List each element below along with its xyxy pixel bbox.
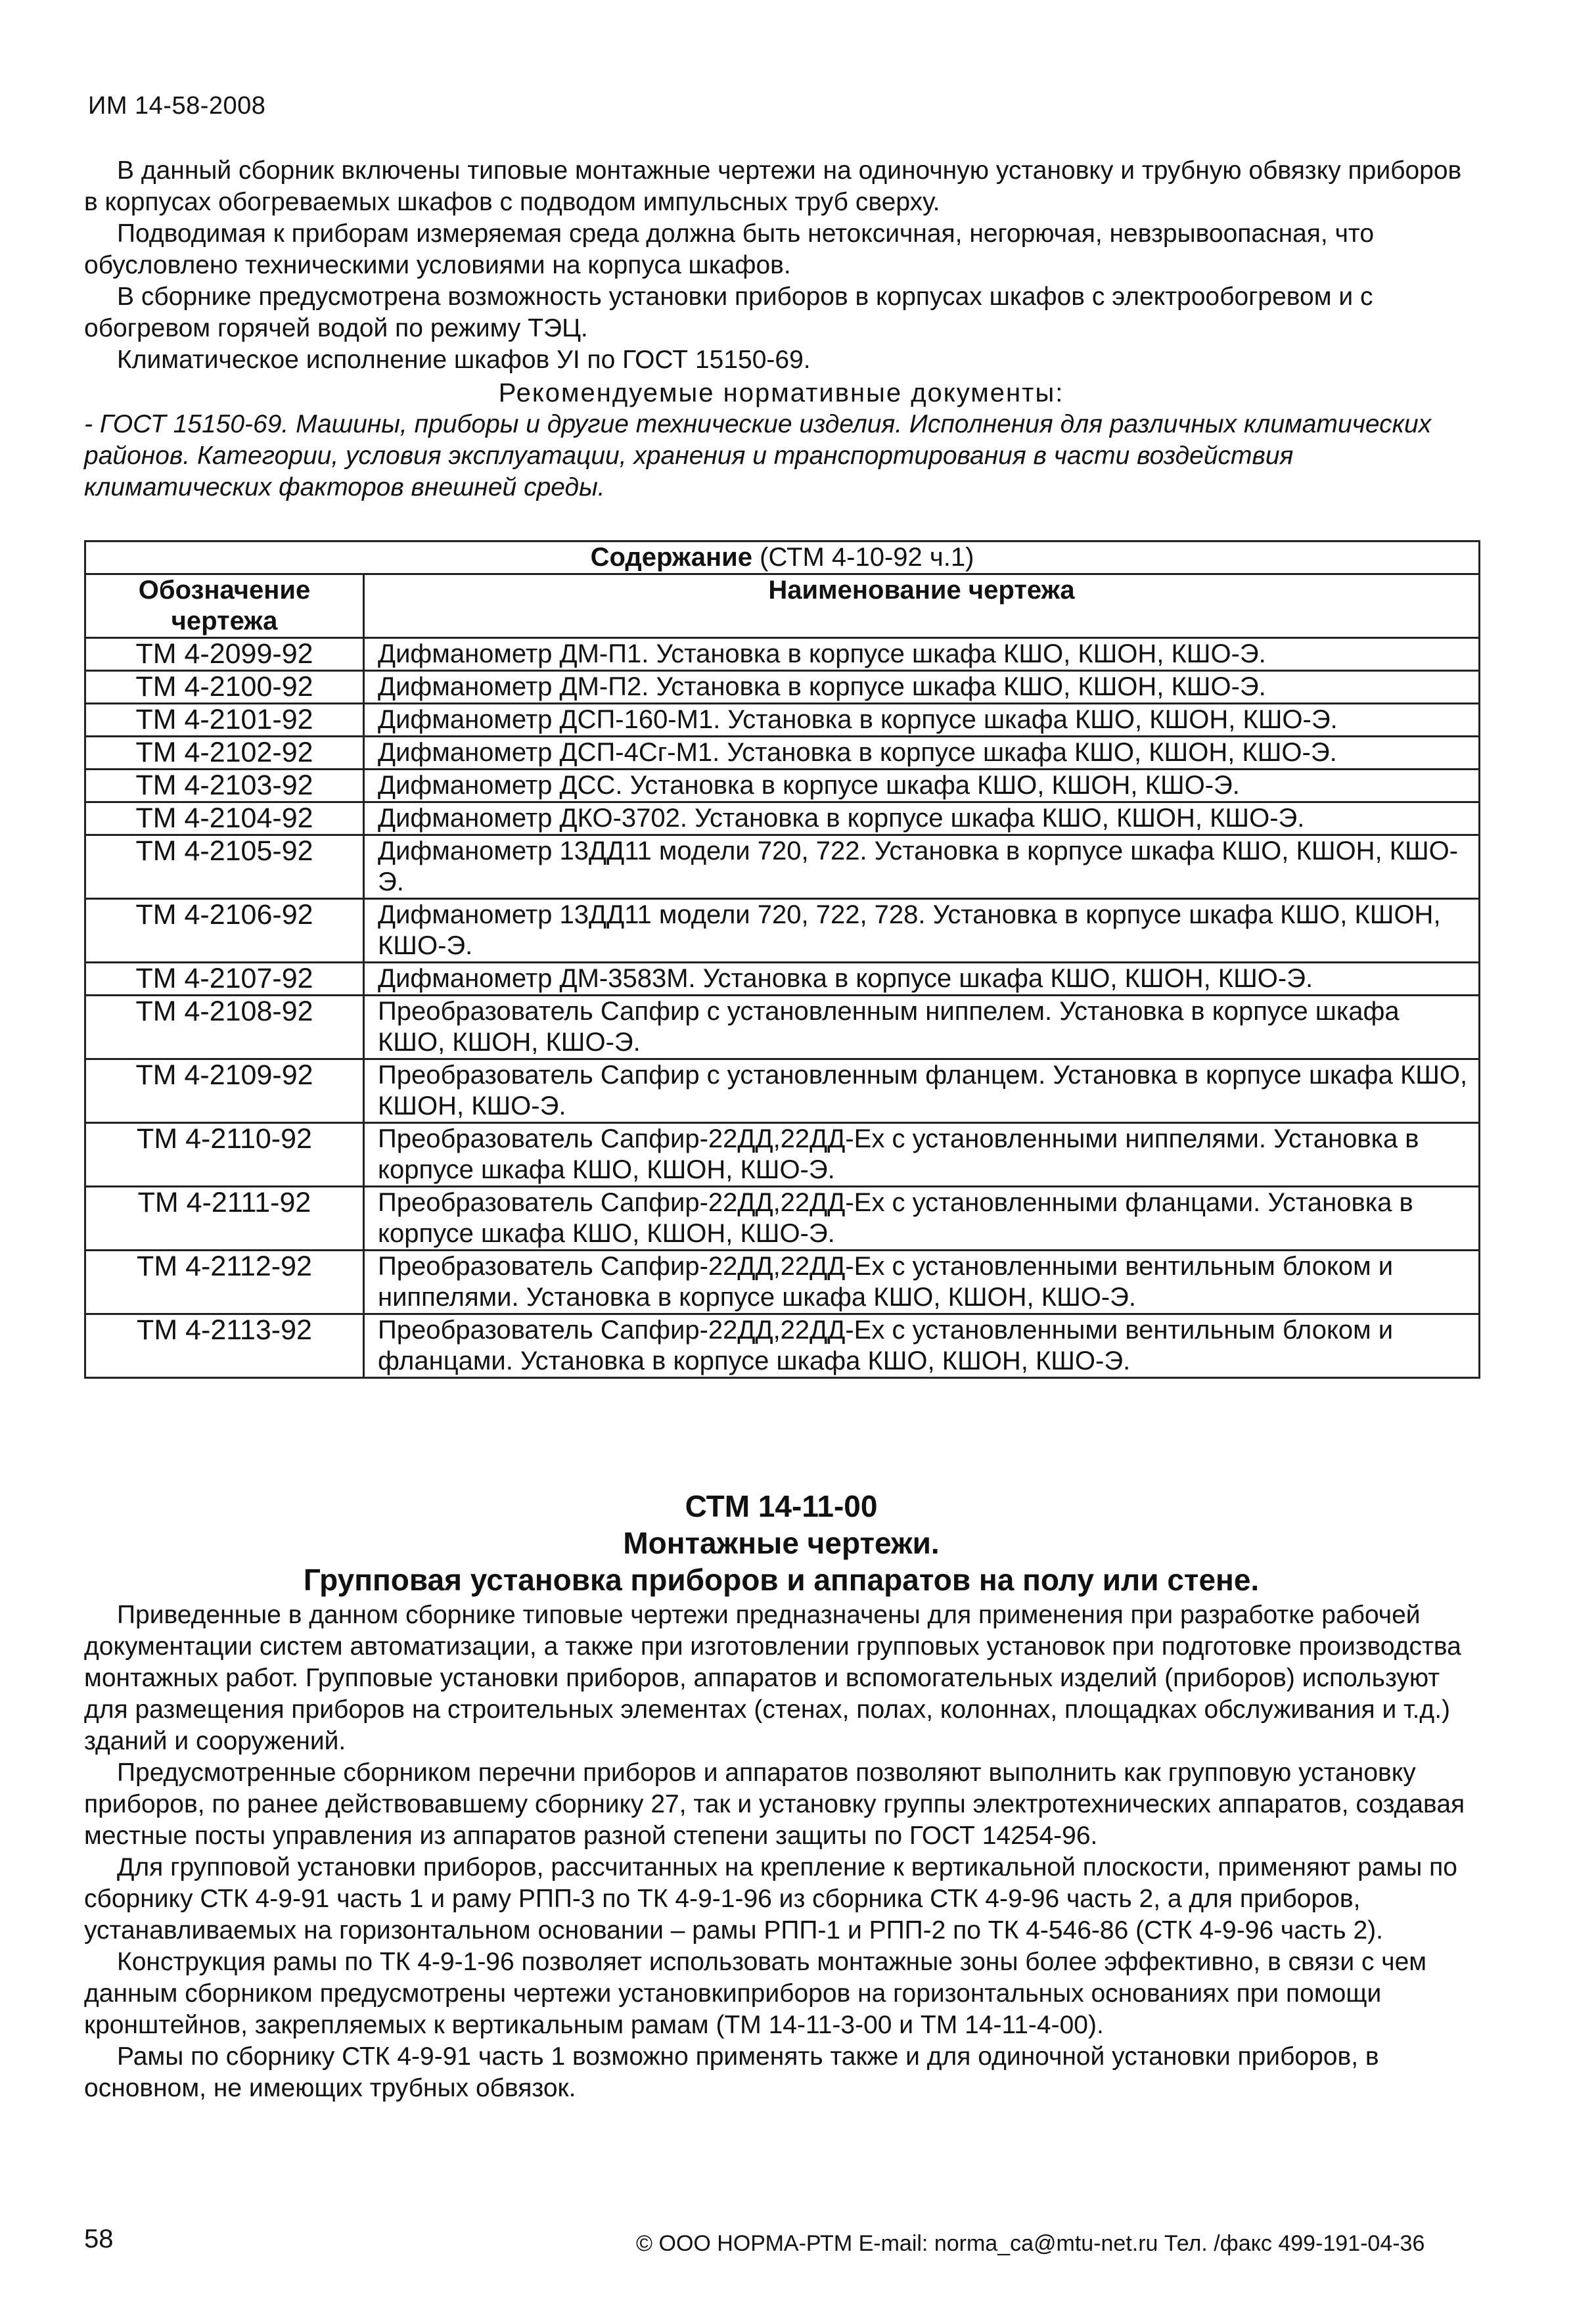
recommended-docs-heading: Рекомендуемые нормативные документы:	[498, 379, 1064, 407]
drawing-code-cell: ТМ 4-2102-92	[85, 737, 364, 770]
footer-copyright: © ООО НОРМА-РТМ E-mail: norma_ca@mtu-net.ru Тел. /факс 499-191-04-36	[636, 2231, 1425, 2256]
table-row	[85, 638, 1480, 671]
drawing-code-cell: ТМ 4-2105-92	[85, 835, 364, 899]
drawing-code-cell: ТМ 4-2100-92	[85, 671, 364, 704]
drawing-code-cell: ТМ 4-2103-92	[85, 770, 364, 802]
section-code: СТМ 14-11-00	[685, 1489, 878, 1523]
drawing-code-cell: ТМ 4-2108-92	[85, 996, 364, 1059]
section-paragraph-2: Предусмотренные сборником перечни приборов и аппаратов позволяют выполнить как групповую установку приборов, по ранее действовавшему сборнику 27, так и установку группы электротехнических аппаратов, создавая местные посты управления из аппаратов разной степени защиты по ГОСТ 14254-96.	[84, 1759, 1465, 1850]
intro-paragraph-3: В сборнике предусмотрена возможность установки приборов в корпусах шкафов с электрообогревом и с обогревом горячей водой по режиму ТЭЦ.	[84, 283, 1373, 342]
document-id: ИМ 14-58-2008	[88, 92, 266, 120]
section-subtitle: Монтажные чертежи.	[623, 1526, 940, 1560]
drawing-name-cell: Дифманометр ДКО-3702. Установка в корпусе шкафа КШО, КШОН, КШО-Э.	[364, 802, 1480, 835]
drawing-code-cell: ТМ 4-2113-92	[85, 1314, 364, 1378]
contents-table	[84, 540, 1480, 1379]
contents-title	[85, 541, 1480, 574]
drawing-name-cell: Дифманометр 13ДД11 модели 720, 722, 728. Установка в корпусе шкафа КШО, КШОН, КШО-Э.	[364, 899, 1480, 963]
intro-paragraph-2: Подводимая к приборам измеряемая среда должна быть нетоксичная, негорючая, невзрывоопасная, что обусловлено техническими условиями на корпуса шкафов.	[84, 219, 1375, 279]
table-row	[85, 704, 1480, 737]
drawing-name-cell: Дифманометр ДМ-П1. Установка в корпусе шкафа КШО, КШОН, КШО-Э.	[364, 638, 1480, 671]
drawing-code-cell: ТМ 4-2111-92	[85, 1187, 364, 1251]
recommended-doc-item: - ГОСТ 15150-69. Машины, приборы и другие технические изделия. Исполнения для различных климатических районов. Категории, условия эксплуатации, хранения и транспортирования в части воздействия климатических факторов внешней среды.	[84, 410, 1432, 501]
drawing-code-cell: ТМ 4-2099-92	[85, 638, 364, 671]
contents-title-bold: Содержание	[590, 543, 753, 572]
drawing-name-cell: Дифманометр ДМ-П2. Установка в корпусе шкафа КШО, КШОН, КШО-Э.	[364, 671, 1480, 704]
table-row	[85, 1123, 1480, 1187]
table-row	[85, 737, 1480, 770]
table-row	[85, 1314, 1480, 1378]
table-row	[85, 671, 1480, 704]
drawing-name-cell: Дифманометр ДСП-4Сг-М1. Установка в корпусе шкафа КШО, КШОН, КШО-Э.	[364, 737, 1480, 770]
section-title: Групповая установка приборов и аппаратов на полу или стене.	[303, 1563, 1260, 1597]
intro-paragraph-1: В данный сборник включены типовые монтажные чертежи на одиночную установку и трубную обвязку приборов в корпусах обогреваемых шкафов с подводом импульсных труб сверху.	[84, 156, 1462, 216]
section-paragraph-3: Для групповой установки приборов, рассчитанных на крепление к вертикальной плоскости, применяют рамы по сборнику СТК 4-9-91 часть 1 и раму РПП-3 по ТК 4-9-1-96 из сборника СТК 4-9-96 часть 2, а для приборов, устанавливаемых на горизонтальном основании – рамы РПП-1 и РПП-2 по ТК 4-546-86 (СТК 4-9-96 часть 2).	[84, 1853, 1457, 1945]
stm-section	[84, 1488, 1478, 2104]
page-footer	[84, 2224, 1478, 2261]
drawing-code-cell: ТМ 4-2101-92	[85, 704, 364, 737]
drawing-code-cell: ТМ 4-2107-92	[85, 963, 364, 996]
drawing-name-cell: Преобразователь Сапфир-22ДД,22ДД-Ех с установленными вентильным блоком и фланцами. Установка в корпусе шкафа КШО, КШОН, КШО-Э.	[364, 1314, 1480, 1378]
column-header-name: Наименование чертежа	[364, 574, 1480, 638]
table-row	[85, 1059, 1480, 1123]
table-row	[85, 1187, 1480, 1251]
table-row	[85, 996, 1480, 1059]
intro-paragraph-4: Климатическое исполнение шкафов УI по ГОСТ 15150-69.	[117, 346, 811, 374]
drawing-name-cell: Преобразователь Сапфир-22ДД,22ДД-Ех с установленными фланцами. Установка в корпусе шкафа КШО, КШОН, КШО-Э.	[364, 1187, 1480, 1251]
drawing-code-cell: ТМ 4-2104-92	[85, 802, 364, 835]
column-header-code: Обозначение чертежа	[85, 574, 364, 638]
table-row	[85, 963, 1480, 996]
contents-title-row	[85, 541, 1480, 574]
section-paragraph-5: Рамы по сборнику СТК 4-9-91 часть 1 возможно применять также и для одиночной установки приборов, в основном, не имеющих трубных обвязок.	[84, 2042, 1379, 2102]
drawing-code-cell: ТМ 4-2110-92	[85, 1123, 364, 1187]
table-row	[85, 899, 1480, 963]
drawing-name-cell: Дифманометр ДСС. Установка в корпусе шкафа КШО, КШОН, КШО-Э.	[364, 770, 1480, 802]
table-row	[85, 770, 1480, 802]
table-row	[85, 802, 1480, 835]
drawing-code-cell: ТМ 4-2106-92	[85, 899, 364, 963]
contents-header-row	[85, 574, 1480, 638]
table-row	[85, 1251, 1480, 1314]
section-paragraph-1: Приведенные в данном сборнике типовые чертежи предназначены для применения при разработке рабочей документации систем автоматизации, а также при изготовлении групповых установок при подготовке производства монтажных работ. Групповые установки приборов, аппаратов и вспомогательных изделий (приборов) используют для размещения приборов на строительных элементах (стенах, полах, колоннах, площадках обслуживания и т.д.) зданий и сооружений.	[84, 1601, 1461, 1755]
drawing-name-cell: Преобразователь Сапфир с установленным ниппелем. Установка в корпусе шкафа КШО, КШОН, КШО-Э.	[364, 996, 1480, 1059]
drawing-name-cell: Преобразователь Сапфир с установленным фланцем. Установка в корпусе шкафа КШО, КШОН, КШО-Э.	[364, 1059, 1480, 1123]
table-row	[85, 835, 1480, 899]
page-number: 58	[84, 2224, 114, 2253]
drawing-name-cell: Дифманометр ДСП-160-М1. Установка в корпусе шкафа КШО, КШОН, КШО-Э.	[364, 704, 1480, 737]
drawing-name-cell: Дифманометр ДМ-3583М. Установка в корпусе шкафа КШО, КШОН, КШО-Э.	[364, 963, 1480, 996]
drawing-code-cell: ТМ 4-2112-92	[85, 1251, 364, 1314]
drawing-code-cell: ТМ 4-2109-92	[85, 1059, 364, 1123]
section-paragraph-4: Конструкция рамы по ТК 4-9-1-96 позволяет использовать монтажные зоны более эффективно, в связи с чем данным сборником предусмотрены чертежи установкиприборов на горизонтальных основаниях при помощи кронштейнов, закрепляемых к вертикальным рамам (ТМ 14-11-3-00 и ТМ 14-11-4-00).	[84, 1948, 1427, 2039]
drawing-name-cell: Преобразователь Сапфир-22ДД,22ДД-Ех с установленными ниппелями. Установка в корпусе шкафа КШО, КШОН, КШО-Э.	[364, 1123, 1480, 1187]
intro-section	[84, 155, 1478, 503]
contents-body	[85, 638, 1480, 1378]
drawing-name-cell: Дифманометр 13ДД11 модели 720, 722. Установка в корпусе шкафа КШО, КШОН, КШО-Э.	[364, 835, 1480, 899]
contents-title-ref: (СТМ 4-10-92 ч.1)	[760, 543, 974, 572]
section-body	[84, 1600, 1478, 2104]
drawing-name-cell: Преобразователь Сапфир-22ДД,22ДД-Ех с установленными вентильным блоком и ниппелями. Установка в корпусе шкафа КШО, КШОН, КШО-Э.	[364, 1251, 1480, 1314]
